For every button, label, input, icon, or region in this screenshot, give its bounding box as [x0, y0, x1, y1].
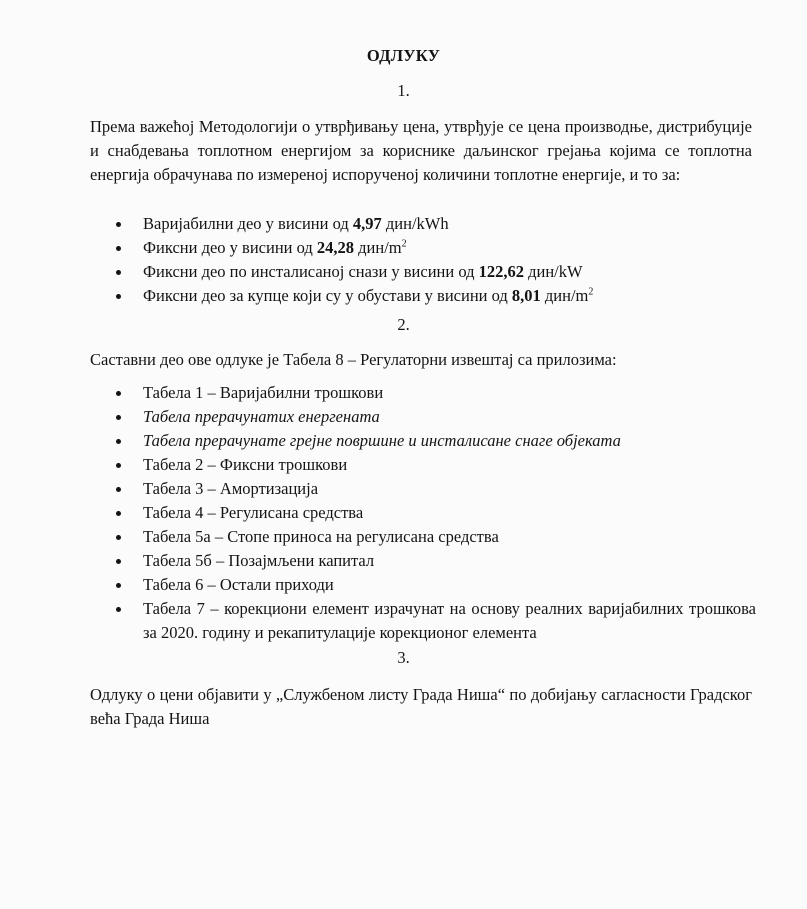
attachment-item: Табела прерачунате грејне површине и инсталисане снаге објеката — [116, 429, 756, 453]
attachment-item: Табела 3 – Амортизација — [116, 477, 756, 501]
price-item-suspended: Фиксни део за купце који су у обустави у висини од 8,01 дин/$m^2$ — [116, 284, 756, 308]
section-1-number: 1. — [397, 81, 410, 100]
document-title: ОДЛУКУ — [366, 46, 441, 65]
price-value: 8,01 — [511, 286, 541, 305]
bullet-icon — [116, 270, 121, 275]
attachment-list — [116, 381, 756, 645]
bullet-icon — [116, 391, 121, 396]
attachment-item: Табела 4 – Регулисана средства — [116, 501, 756, 525]
attachment-item: Табела 5а – Стопе приноса на регулисана средства — [116, 525, 756, 549]
bullet-icon — [116, 222, 121, 227]
bullet-icon — [116, 535, 121, 540]
section-3-number: 3. — [397, 648, 410, 667]
bullet-icon — [116, 294, 121, 299]
bullet-icon — [116, 463, 121, 468]
bullet-icon — [116, 607, 121, 612]
price-value: 24,28 — [316, 238, 355, 257]
section-1-intro: Према важећој Методологији о утврђивању цена, утврђује се цена производње, дистрибуције и снабдевања топлотном енергијом за кориснике даљинског грејања којима се топлотна енергија обрачунава по измереној испорученој количини топлотне енергије, и то за: — [90, 117, 752, 184]
bullet-icon — [116, 246, 121, 251]
price-value: 4,97 — [352, 214, 382, 233]
bullet-icon — [116, 559, 121, 564]
bullet-icon — [116, 583, 121, 588]
attachment-item: Табела 5б – Позајмљени капитал — [116, 549, 756, 573]
price-item-fixed: Фиксни део у висини од 24,28 дин/$m^2$ — [116, 236, 756, 260]
section-2-number: 2. — [397, 315, 410, 334]
attachment-item: Табела 2 – Фиксни трошкови — [116, 453, 756, 477]
price-value: 122,62 — [478, 262, 524, 281]
attachment-item: Табела прерачунатих енергената — [116, 405, 756, 429]
bullet-icon — [116, 439, 121, 444]
attachment-item: Табела 7 – корекциони елемент израчунат на основу реалних варијабилних трошкова за 2020. годину и рекапитулације корекционог елемента — [116, 597, 756, 645]
section-2-intro: Саставни део ове одлуке је Табела 8 – Регулаторни извештај са прилозима: — [90, 350, 617, 369]
price-item-installed-power: Фиксни део по инсталисаној снази у висини од 122,62 дин/kW — [116, 260, 756, 284]
section-3-text: Одлуку о цени објавити у „Службеном листу Града Ниша“ по добијању сагласности Градског већа Града Ниша — [90, 685, 752, 728]
price-item-variable: Варијабилни део у висини од 4,97 дин/kWh — [116, 212, 756, 236]
bullet-icon — [116, 487, 121, 492]
attachment-item: Табела 1 – Варијабилни трошкови — [116, 381, 756, 405]
attachment-item: Табела 6 – Остали приходи — [116, 573, 756, 597]
bullet-icon — [116, 415, 121, 420]
price-list — [116, 212, 756, 308]
bullet-icon — [116, 511, 121, 516]
